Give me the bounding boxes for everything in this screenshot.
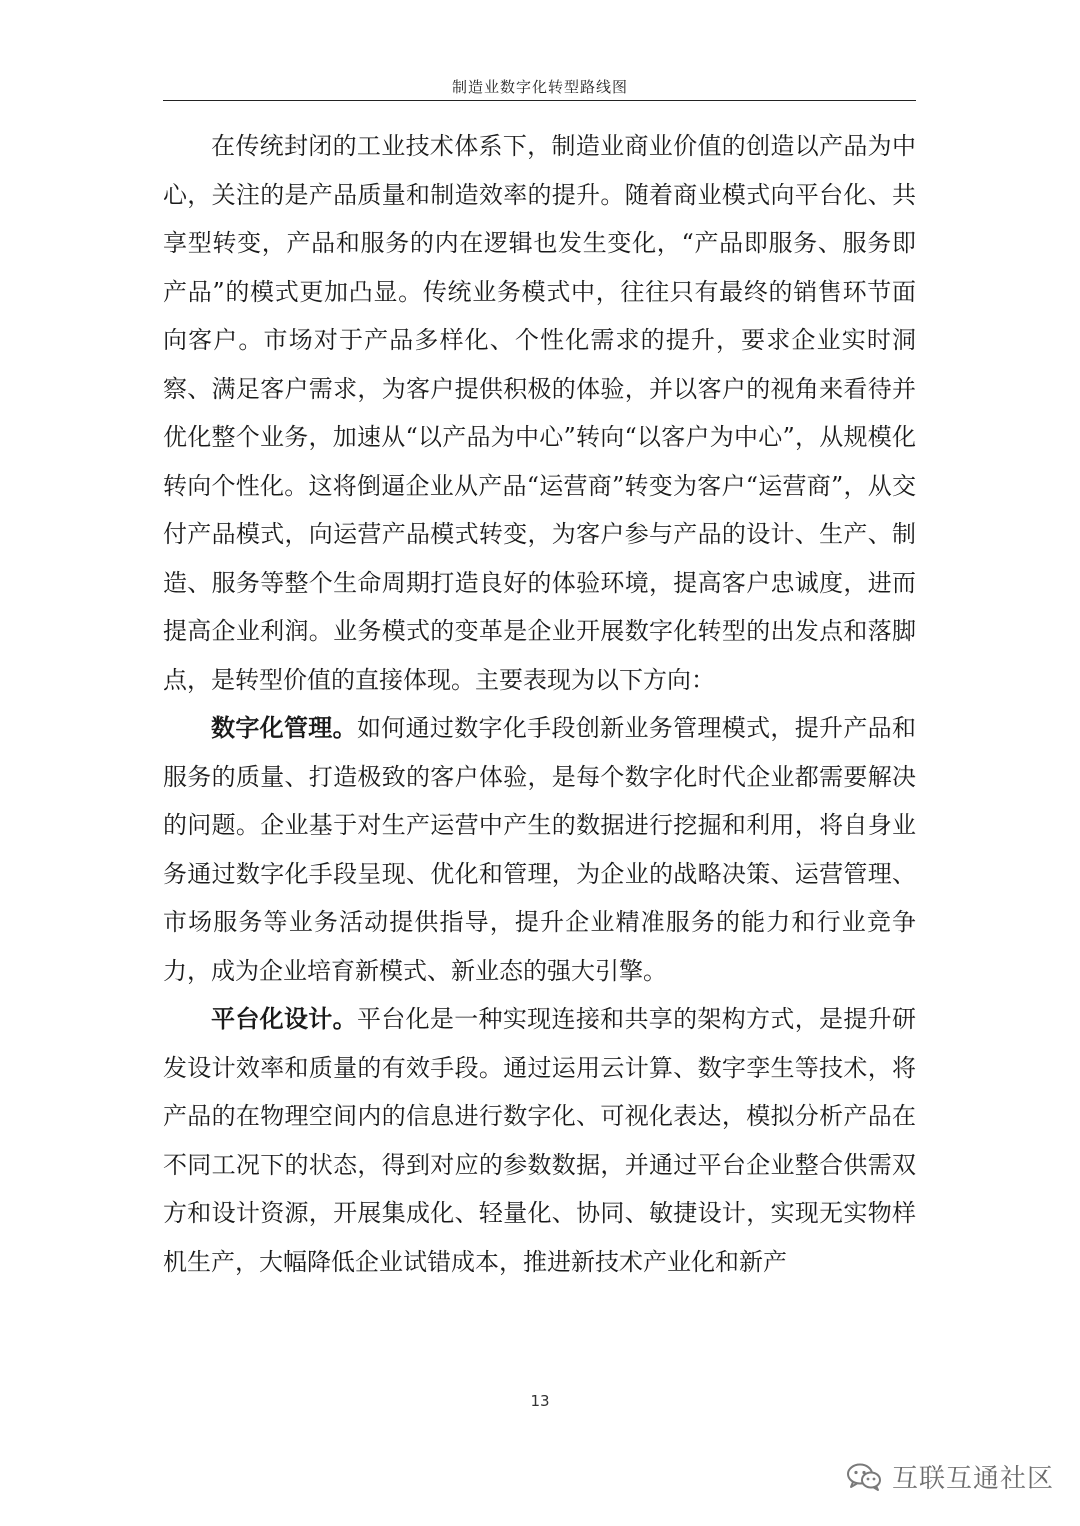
page-number: 13 <box>530 1392 550 1410</box>
watermark <box>846 1458 1054 1495</box>
paragraph-platform-design <box>163 995 916 1286</box>
header-divider <box>163 100 916 101</box>
section-text-digital-management: 如何通过数字化手段创新业务管理模式，提升产品和服务的质量、打造极致的客户体验，是每个数字化时代企业都需要解决的问题。企业基于对生产运营中产生的数据进行挖掘和利用，将自身业务通过数字化手段呈现、优化和管理，为企业的战略决策、运营管理、市场服务等业务活动提供指导，提升企业精准服务的能力和行业竞争力，成为企业培育新模式、新业态的强大引擎。 <box>163 714 917 985</box>
page-body <box>163 122 916 1286</box>
running-header: 制造业数字化转型路线图 <box>451 78 628 96</box>
paragraph-digital-management <box>163 704 916 995</box>
section-lead-digital-management: 数字化管理。 <box>211 714 357 742</box>
paragraph-intro: 在传统封闭的工业技术体系下，制造业商业价值的创造以产品为中心，关注的是产品质量和制造效率的提升。随着商业模式向平台化、共享型转变，产品和服务的内在逻辑也发生变化，“产品即服务、服务即产品”的模式更加凸显。传统业务模式中，往往只有最终的销售环节面向客户。市场对于产品多样化、个性化需求的提升，要求企业实时洞察、满足客户需求，为客户提供积极的体验，并以客户的视角来看待并优化整个业务，加速从“以产品为中心”转向“以客户为中心”，从规模化转向个性化。这将倒逼企业从产品“运营商”转变为客户“运营商”，从交付产品模式，向运营产品模式转变，为客户参与产品的设计、生产、制造、服务等整个生命周期打造良好的体验环境，提高客户忠诚度，进而提高企业利润。业务模式的变革是企业开展数字化转型的出发点和落脚点，是转型价值的直接体现。主要表现为以下方向： <box>163 132 916 694</box>
wechat-icon <box>846 1462 882 1492</box>
section-lead-platform-design: 平台化设计。 <box>211 1005 357 1033</box>
section-text-platform-design: 平台化是一种实现连接和共享的架构方式，是提升研发设计效率和质量的有效手段。通过运用云计算、数字孪生等技术，将产品的在物理空间内的信息进行数字化、可视化表达，模拟分析产品在不同工况下的状态，得到对应的参数数据，并通过平台企业整合供需双方和设计资源，开展集成化、轻量化、协同、敏捷设计，实现无实物样机生产，大幅降低企业试错成本，推进新技术产业化和新产 <box>163 1005 917 1276</box>
watermark-text: 互联互通社区 <box>891 1464 1054 1494</box>
